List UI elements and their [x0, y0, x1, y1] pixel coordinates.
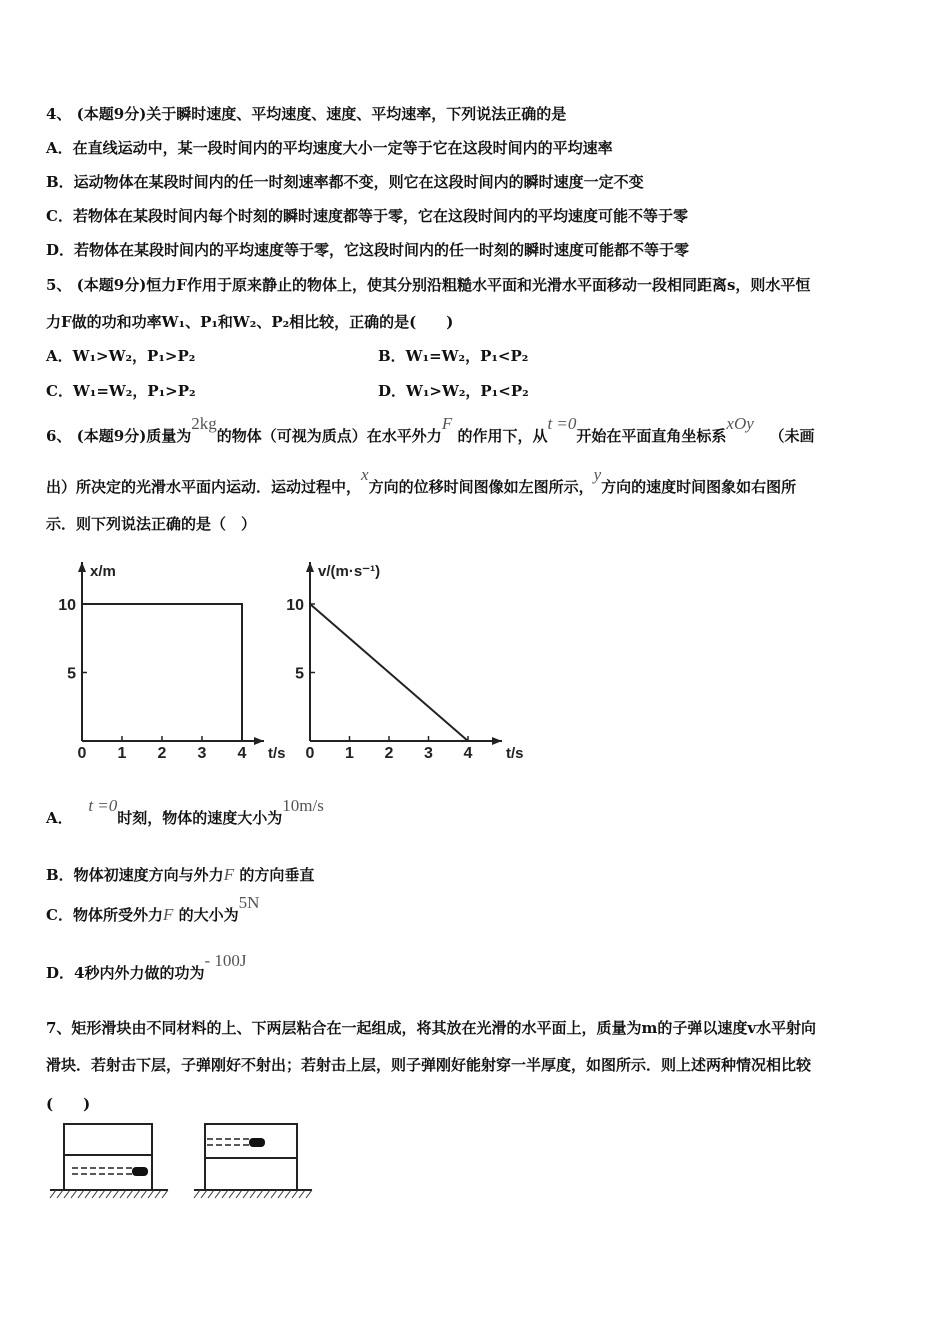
math-xoy: xOy: [726, 414, 754, 433]
hatch-line: [134, 1190, 140, 1198]
q7-stem-line2: 滑块．若射击下层，子弹刚好不射出；若射击上层，则子弹刚好能射穿一半厚度，如图所示．则上述两种情况相比较: [46, 1056, 812, 1074]
math-work: - 100J: [204, 951, 247, 970]
q6-option-b: B．物体初速度方向与外力F 的方向垂直: [46, 865, 315, 884]
hatch-line: [264, 1190, 270, 1198]
x-axis-label: t/s: [506, 745, 524, 762]
hatch-line: [113, 1190, 119, 1198]
bullet-track-a: [72, 1168, 132, 1174]
hatch-line: [155, 1190, 161, 1198]
hatch-line: [194, 1190, 200, 1198]
ground-hatch-b: [194, 1190, 312, 1198]
q4-stem: 4、 (本题9分)关于瞬时速度、平均速度、速度、平均速率，下列说法正确的是: [46, 105, 567, 123]
q6-option-a: A． t =0时刻，物体的速度大小为10m/s: [46, 796, 324, 827]
y-axis-label: v/(m·s⁻¹): [318, 563, 381, 580]
math-force-c: F: [162, 905, 174, 924]
hatch-line: [201, 1190, 207, 1198]
hatch-line: [50, 1190, 56, 1198]
q5-option-a: A．W₁>W₂，P₁>P₂: [46, 347, 196, 365]
q4-option-c: C．若物体在某段时间内每个时刻的瞬时速度都等于零，它在这段时间内的平均速度可能不等于零: [46, 207, 688, 225]
x-tick-label: 0: [305, 745, 315, 762]
hatch-line: [162, 1190, 168, 1198]
hatch-line: [78, 1190, 84, 1198]
y-tick-label: 5: [295, 665, 304, 683]
hatch-line: [57, 1190, 63, 1198]
math-speed: 10m/s: [282, 796, 324, 815]
q5-option-c: C．W₁=W₂，P₁>P₂: [46, 382, 196, 400]
q6-option-d: D．4秒内外力做的功为- 100J: [46, 951, 247, 982]
x-tick-label: 4: [463, 745, 473, 762]
q6-graphs: [44, 552, 524, 764]
q4-option-a: A．在直线运动中，某一段时间内的平均速度大小一定等于它在这段时间内的平均速率: [46, 139, 613, 157]
math-x: x: [361, 465, 369, 484]
x-tick-label: 2: [157, 745, 167, 762]
math-mass: 2kg: [191, 414, 217, 433]
x-tick-label: 4: [237, 745, 247, 762]
math-force: F: [441, 414, 453, 433]
hatch-line: [299, 1190, 305, 1198]
math-t0: t =0: [547, 414, 577, 433]
hatch-line: [222, 1190, 228, 1198]
bullet-a: [132, 1167, 148, 1176]
x-axis-label: t/s: [268, 745, 286, 762]
hatch-line: [85, 1190, 91, 1198]
hatch-line: [243, 1190, 249, 1198]
hatch-line: [71, 1190, 77, 1198]
q5-option-d: D．W₁>W₂，P₁<P₂: [378, 382, 529, 400]
hatch-line: [215, 1190, 221, 1198]
block-lower-shot: [64, 1124, 152, 1190]
math-5n: 5N: [238, 893, 260, 912]
hatch-line: [229, 1190, 235, 1198]
q6-stem-line3: 示．则下列说法正确的是（ ）: [46, 515, 257, 533]
q7-stem-line1: 7、矩形滑块由不同材料的上、下两层粘合在一起组成，将其放在光滑的水平面上，质量为m的子弹以速度v水平射向: [46, 1019, 817, 1037]
block-a: [64, 1124, 152, 1190]
hatch-line: [141, 1190, 147, 1198]
hatch-line: [257, 1190, 263, 1198]
block-upper-shot: [205, 1124, 297, 1190]
y-axis-label: x/m: [90, 563, 116, 580]
y-tick-label: 5: [67, 665, 76, 683]
q6-stem-line1: 6、 (本题9分)质量为2kg的物体（可视为质点）在水平外力F 的作用下，从t =0开始在平面直角坐标系xOy （未画: [46, 414, 815, 445]
x-tick-label: 3: [424, 745, 433, 762]
hatch-line: [92, 1190, 98, 1198]
q5-stem-line2: 力F做的功和功率W₁、P₁和W₂、P₂相比较，正确的是( ): [46, 313, 454, 331]
hatch-line: [250, 1190, 256, 1198]
q6-stem-line2: 出）所决定的光滑水平面内运动．运动过程中，x方向的位移时间图像如左图所示，y方向的速度时间图象如右图所: [46, 465, 797, 496]
y-tick-label: 10: [58, 597, 76, 614]
hatch-line: [120, 1190, 126, 1198]
q4-option-d: D．若物体在某段时间内的平均速度等于零，它这段时间内的任一时刻的瞬时速度可能都不等于零: [46, 241, 690, 259]
q7-stem-line3: ( ): [46, 1095, 91, 1113]
x-tick-label: 2: [384, 745, 394, 762]
x-tick-label: 1: [345, 745, 354, 762]
math-y: y: [593, 465, 602, 484]
q5-option-b: B．W₁=W₂，P₁<P₂: [378, 347, 529, 365]
hatch-line: [292, 1190, 298, 1198]
x-tick-label: 0: [77, 745, 87, 762]
math-force-b: F: [223, 865, 235, 884]
bullet-track-b: [207, 1139, 249, 1145]
q6-option-c: C．物体所受外力F 的大小为5N: [46, 893, 260, 924]
hatch-line: [236, 1190, 242, 1198]
hatch-line: [285, 1190, 291, 1198]
hatch-line: [278, 1190, 284, 1198]
hatch-line: [271, 1190, 277, 1198]
hatch-line: [64, 1190, 70, 1198]
bullet-b: [249, 1138, 265, 1147]
q7-diagram: [44, 1118, 320, 1202]
x-tick-label: 3: [197, 745, 207, 762]
y-tick-label: 10: [286, 597, 304, 614]
hatch-line: [208, 1190, 214, 1198]
q5-stem-line1: 5、 (本题9分)恒力F作用于原来静止的物体上，使其分别沿粗糙水平面和光滑水平面移动一段相同距离s，则水平恒: [46, 276, 811, 294]
q4-option-b: B．运动物体在某段时间内的任一时刻速率都不变，则它在这段时间内的瞬时速度一定不变: [46, 173, 644, 191]
ground-hatch-a: [50, 1190, 168, 1198]
hatch-line: [306, 1190, 312, 1198]
x-tick-label: 1: [117, 745, 127, 762]
hatch-line: [106, 1190, 112, 1198]
hatch-line: [127, 1190, 133, 1198]
hatch-line: [148, 1190, 154, 1198]
hatch-line: [99, 1190, 105, 1198]
math-t0-option: t =0: [88, 796, 118, 815]
